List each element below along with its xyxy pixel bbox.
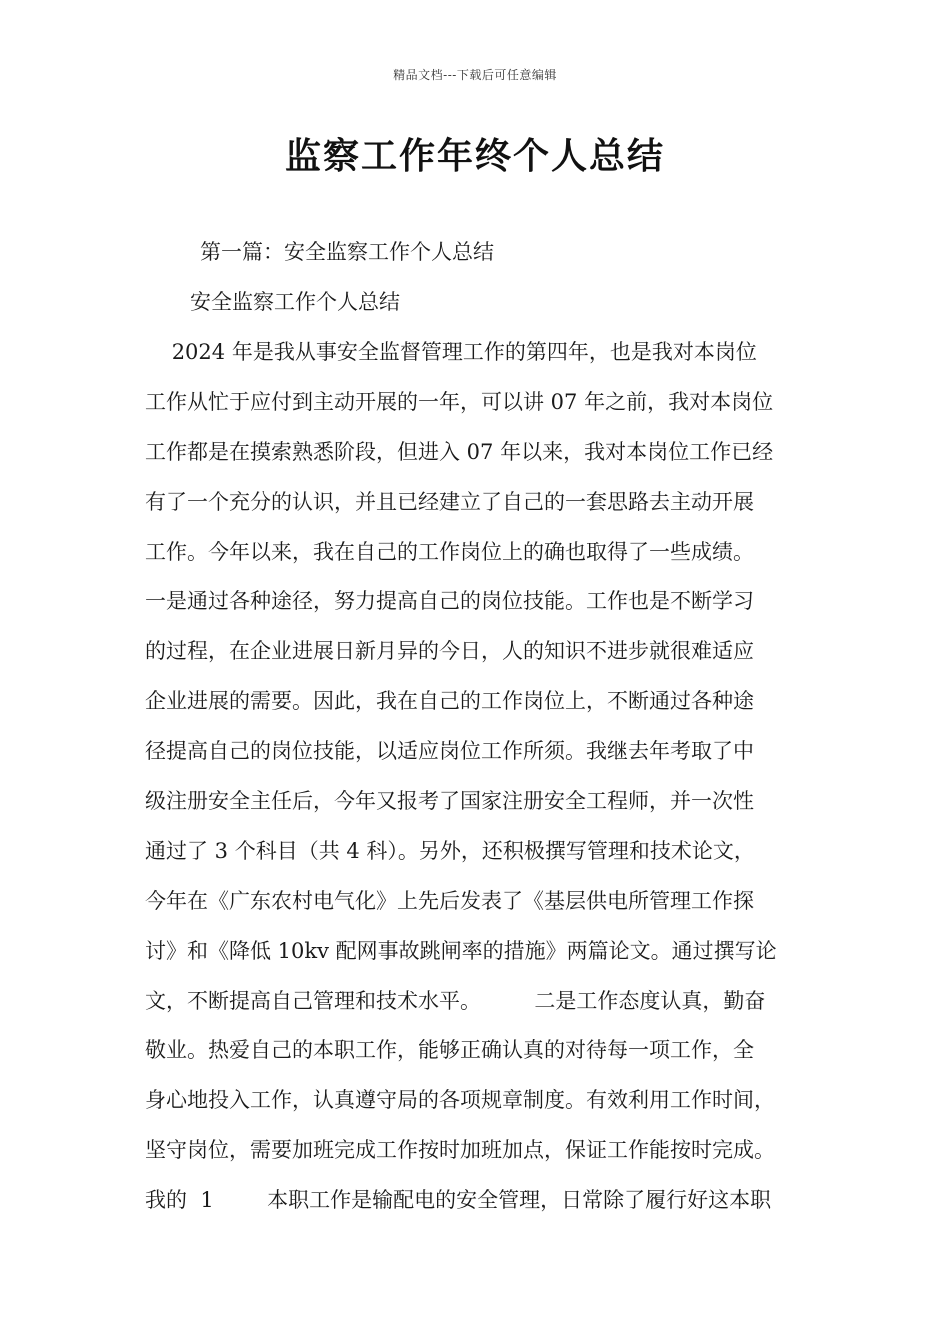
body-line: 级注册安全主任后，今年又报考了国家注册安全工程师，并一次性 bbox=[145, 789, 754, 814]
body-line: 敬业。热爱自己的本职工作，能够正确认真的对待每一项工作，全 bbox=[145, 1038, 754, 1063]
body-line: 身心地投入工作，认真遵守局的各项规章制度。有效利用工作时间， bbox=[145, 1088, 775, 1113]
body-line: 2024 年是我从事安全监督管理工作的第四年，也是我对本岗位 bbox=[145, 340, 757, 364]
body-line: 我的 1 本职工作是输配电的安全管理，日常除了履行好这本职 bbox=[145, 1188, 772, 1213]
body-line: 通过了 3 个科目（共 4 科）。另外，还积极撰写管理和技术论文， bbox=[145, 838, 755, 863]
header-note: 精品文档---下载后可任意编辑 bbox=[393, 68, 557, 82]
body-line: 文，不断提高自己管理和技术水平。 二是工作态度认真，勤奋 bbox=[145, 988, 766, 1013]
body-line: 工作都是在摸索熟悉阶段，但进入 07 年以来，我对本岗位工作已经 bbox=[145, 439, 774, 464]
body-text bbox=[145, 336, 825, 1234]
body-line: 今年在《广东农村电气化》上先后发表了《基层供电所管理工作探 bbox=[145, 888, 754, 913]
body-line: 讨》和《降低 10kv 配网事故跳闸率的措施》两篇论文。通过撰写论 bbox=[145, 938, 777, 963]
body-line: 坚守岗位，需要加班完成工作按时加班加点，保证工作能按时完成。 bbox=[145, 1138, 775, 1163]
subheading: 安全监察工作个人总结 bbox=[190, 290, 400, 314]
section-heading: 第一篇：安全监察工作个人总结 bbox=[200, 240, 494, 264]
body-line: 有了一个充分的认识，并且已经建立了自己的一套思路去主动开展 bbox=[145, 489, 754, 514]
body-line: 径提高自己的岗位技能，以适应岗位工作所须。我继去年考取了中 bbox=[145, 739, 754, 764]
body-line: 企业进展的需要。因此，我在自己的工作岗位上，不断通过各种途 bbox=[145, 689, 754, 714]
body-line: 一是通过各种途径，努力提高自己的岗位技能。工作也是不断学习 bbox=[145, 589, 754, 614]
document-title: 监察工作年终个人总结 bbox=[284, 135, 665, 177]
body-line: 工作。今年以来，我在自己的工作岗位上的确也取得了一些成绩。 bbox=[145, 539, 754, 564]
body-line: 工作从忙于应付到主动开展的一年，可以讲 07 年之前，我对本岗位 bbox=[145, 389, 774, 414]
body-line: 的过程，在企业进展日新月异的今日，人的知识不进步就很难适应 bbox=[145, 639, 754, 664]
